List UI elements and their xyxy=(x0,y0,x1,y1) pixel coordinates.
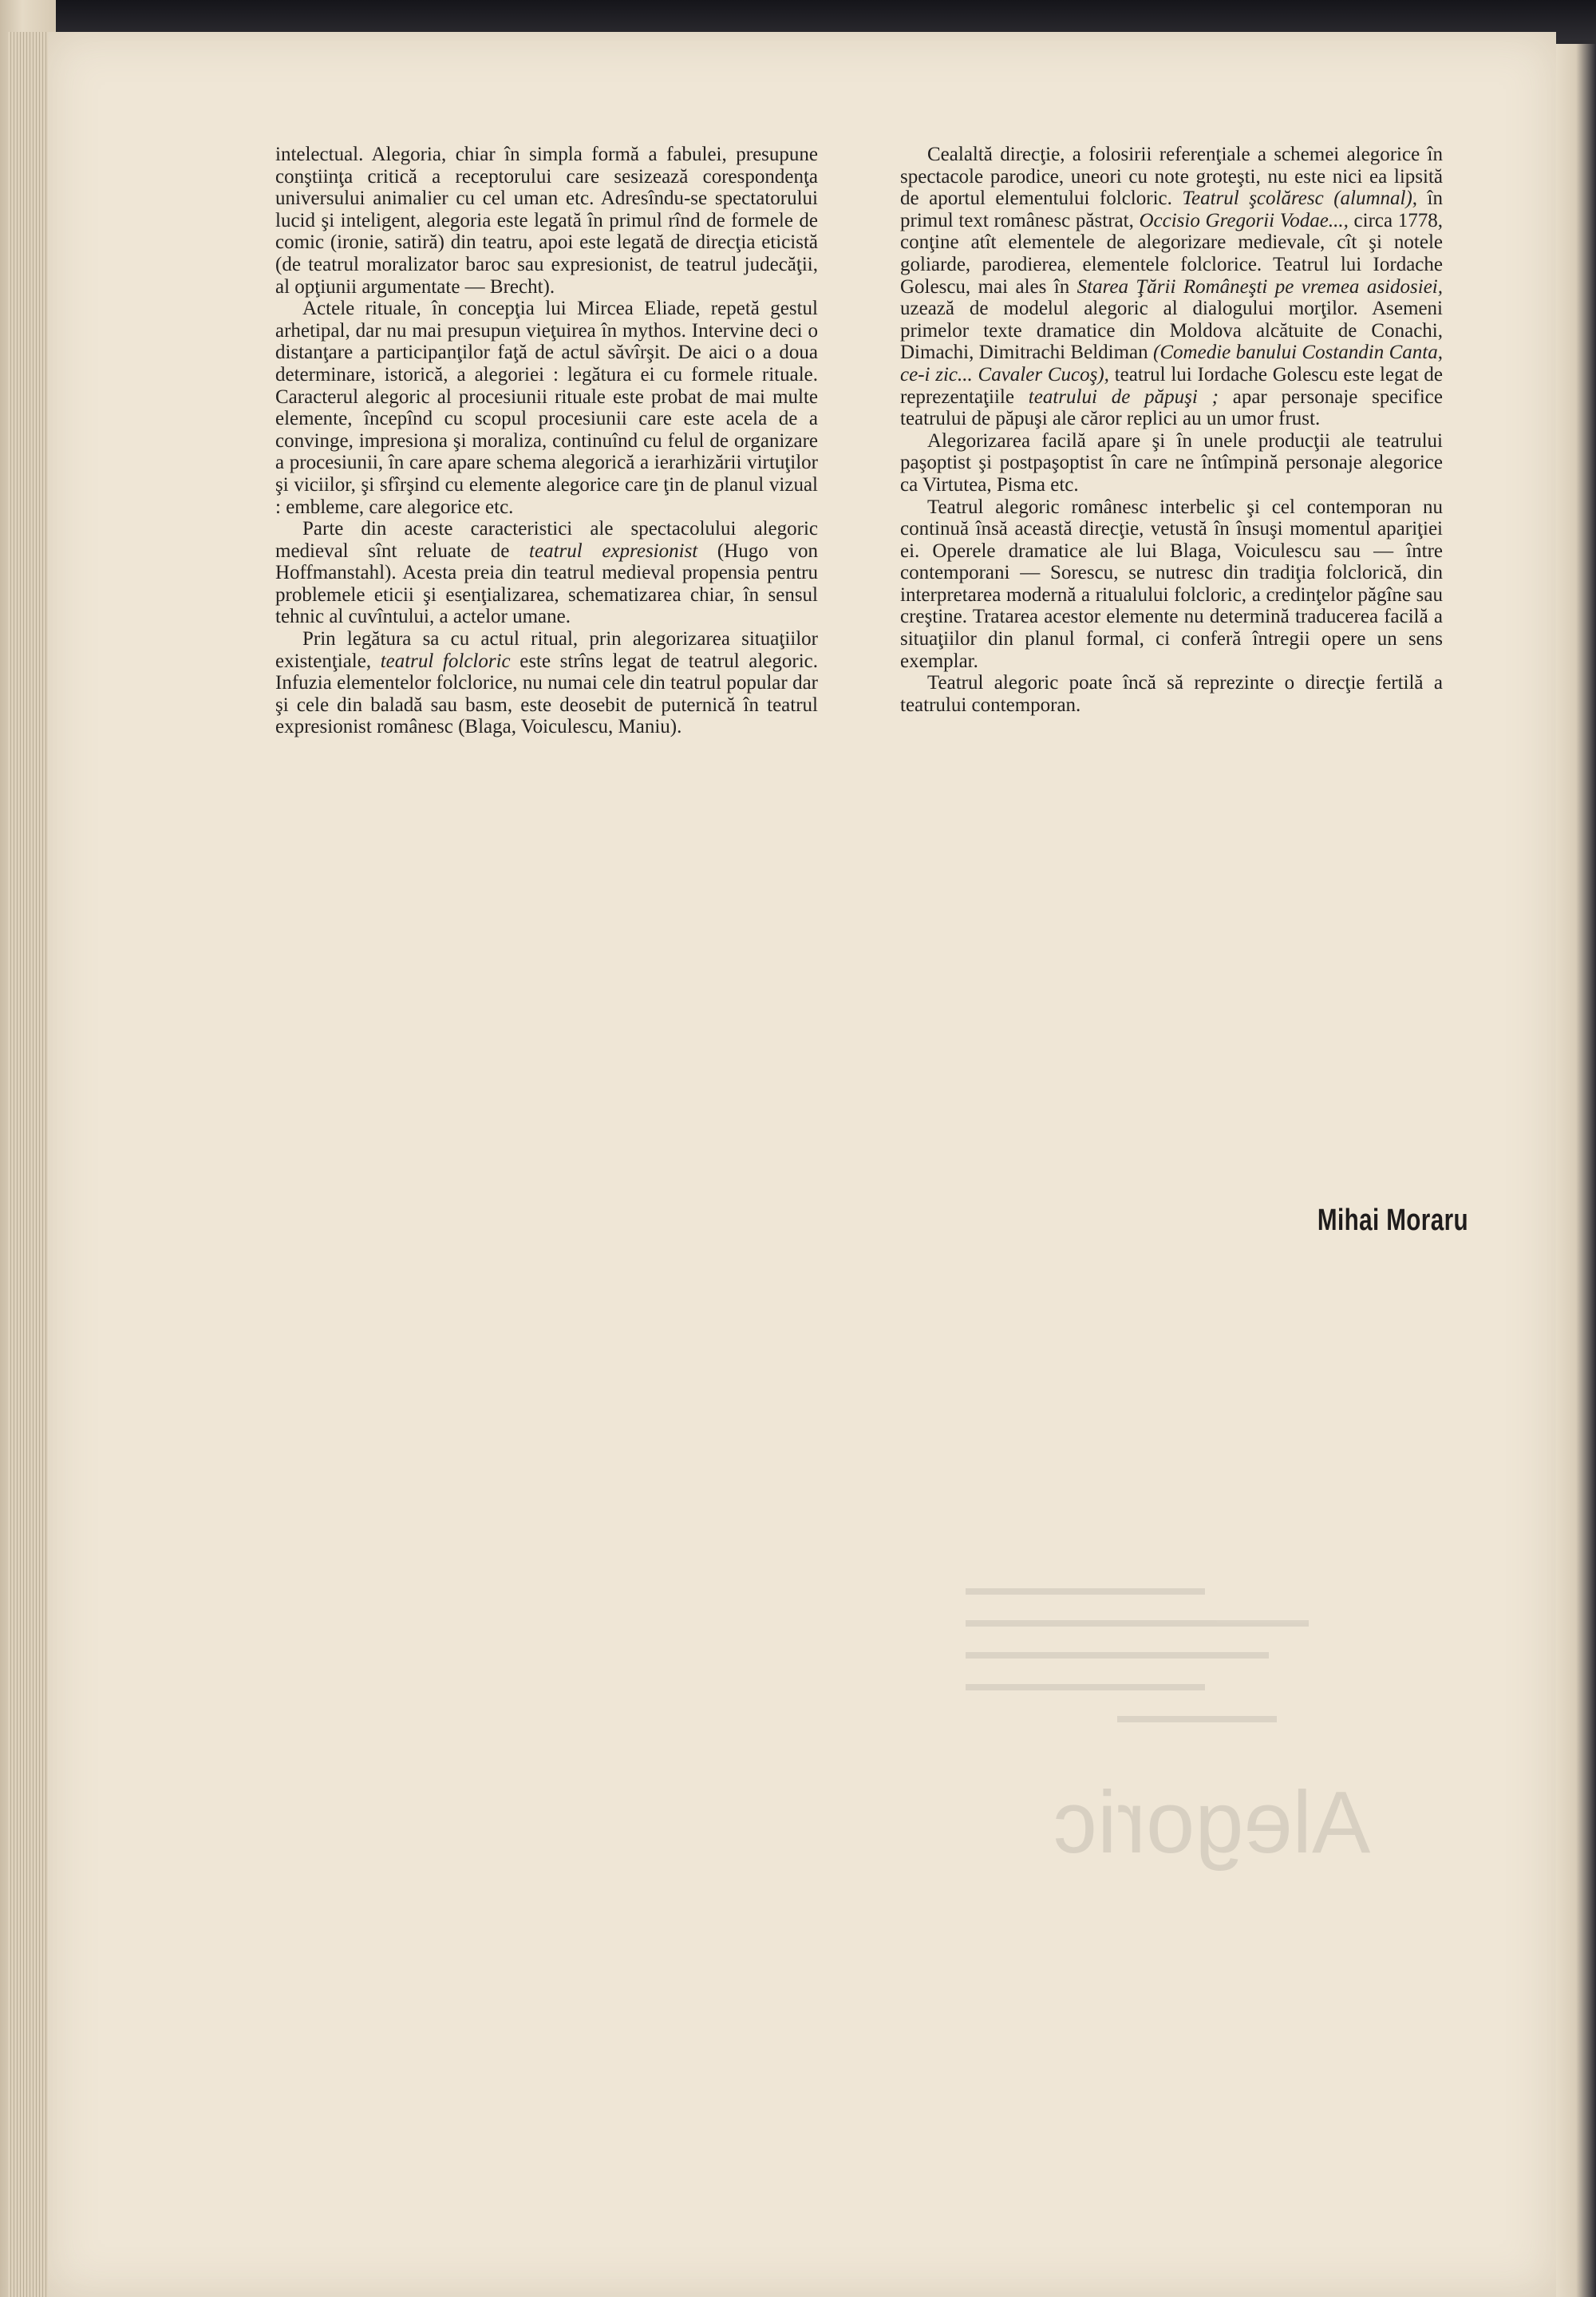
paragraph: Parte din aceste caracteristici ale spectacolului alegoric medieval sînt reluate de teatrul expresionist (Hugo von Hoffmanstahl). Acesta preia din teatrul medieval propensia pentru problemele eticii şi esenţializarea, schematizarea chiar, în sensul tehnic al cuvîntului, a actelor umane. xyxy=(275,518,818,628)
left-text-column xyxy=(275,144,818,738)
paragraph: Teatrul alegoric românesc interbelic şi cel contemporan nu continuă însă această direcţie, vetustă în însuşi momentul apariţiei ei. Operele dramatice ale lui Blaga, Voiculescu sau — între contemporani — Sorescu, se nutresc din tradiţia folclorică, din interpretarea modernă a ritualului folcloric, a credinţelor păgîne sau creştine. Tratarea acestor elemente nu determină traducerea facilă a situaţiilor din planul formal, ci conferă întregii opere un sens exemplar. xyxy=(900,496,1443,672)
paragraph: intelectual. Alegoria, chiar în simpla formă a fabulei, presupune conştiinţa critică a receptorului care sesizează corespondenţa universului animalier cu cel uman etc. Adresîndu-se spectatorului lucid şi inteligent, alegoria este legată în primul rînd de formele de comic (ironie, satiră) din teatru, apoi este legată de direcţia eticistă (de teatrul moralizator baroc sau expresionist, de teatrul judecăţii, al opţiunii argumentate — Brecht). xyxy=(275,144,818,298)
book-right-edge xyxy=(1556,44,1596,2297)
right-text-column xyxy=(900,144,1443,716)
paragraph: Alegorizarea facilă apare şi în unele producţii ale teatrului paşoptist şi postpaşoptist în care ne întîmpină personaje alegorice ca Virtutea, Pisma etc. xyxy=(900,429,1443,496)
paragraph: Teatrul alegoric poate încă să reprezinte o direcţie fertilă a teatrului contemporan. xyxy=(900,672,1443,716)
author-signature: Mihai Moraru xyxy=(1317,1204,1468,1237)
paragraph: Cealaltă direcţie, a folosirii referenţiale a schemei alegorice în spectacole parodice, uneori cu note groteşti, nu este nici ea lipsită de aportul elementului folcloric. Teatrul şcolăresc (alumnal), în primul text românesc păstrat, Occisio Gregorii Vodae..., circa 1778, conţine atît elementele de alegorizare medievale, cît şi notele goliarde, parodierea, elementele folclorice. Teatrul lui Iordache Golescu, mai ales în Starea Ţării Româneşti pe vremea asidosiei, uzează de modelul alegoric al dialogului morţilor. Asemeni primelor texte dramatice din Moldova alcătuite de Conachi, Dimachi, Dimitrachi Beldiman (Comedie banului Costandin Canta, ce-i zic... Cavaler Cucoş), teatrul lui Iordache Golescu este legat de reprezentaţiile teatrului de păpuşi ; apar personaje specifice teatrului de păpuşi ale căror replici au un umor frust. xyxy=(900,144,1444,430)
paragraph: Prin legătura sa cu actul ritual, prin alegorizarea situaţiilor existenţiale, teatrul folcloric este strîns legat de teatrul alegoric. Infuzia elementelor folclorice, nu numai cele din teatrul popular dar şi cele din baladă sau basm, este deosebit de puternică în teatrul expresionist românesc (Blaga, Voiculescu, Maniu). xyxy=(275,628,818,738)
paragraph: Actele rituale, în concepţia lui Mircea Eliade, repetă gestul arhetipal, dar nu mai presupun vieţuirea în mythos. Intervine deci o distanţare a participanţilor faţă de actul săvîrşit. De aici o a doua determinare, istorică, a alegoriei : legătura ei cu formele rituale. Caracterul alegoric al procesiunii rituale este probat de mai multe elemente, începînd cu scopul procesiunii care este acela de a convinge, impresiona şi moraliza, continuînd cu felul de organizare a procesiunii, în care apare schema alegorică a ierarhizării virtuţilor şi viciilor, şi sfîrşind cu elemente alegorice care ţin de planul vizual : embleme, care alegorice etc. xyxy=(275,298,818,518)
